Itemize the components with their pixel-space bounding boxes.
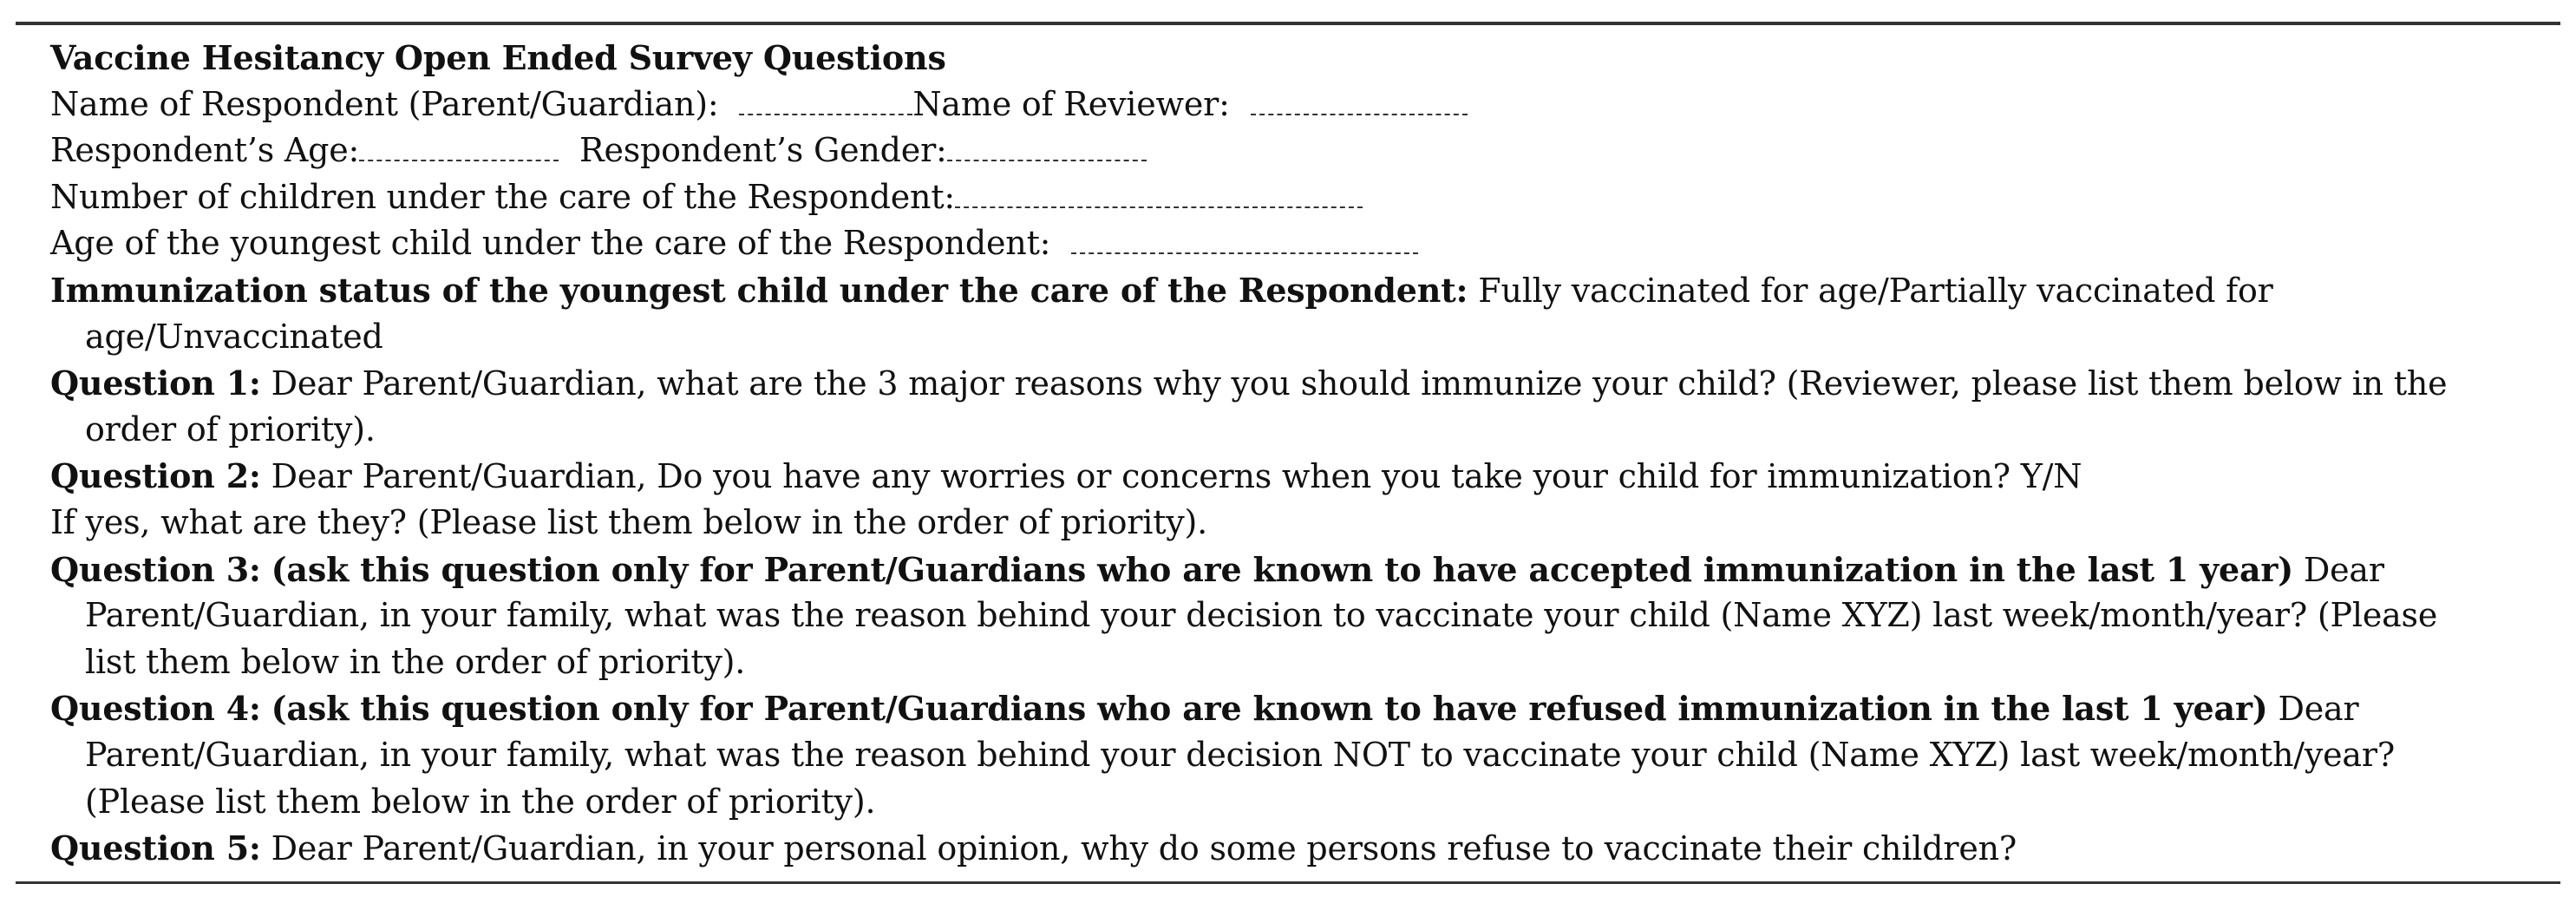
question-1-line-2: order of priority). [85,409,376,448]
question-2-line-1 [50,453,2548,500]
immunization-status-line-1 [50,267,2548,314]
children-count-field[interactable] [955,186,1363,208]
question-2-line-2: If yes, what are they? (Please list them below in the order of priority). [50,502,1208,541]
question-1-label: Question 1: [50,363,261,403]
question-3-label: Question 3: [50,549,261,589]
respondent-reviewer-line [50,82,2548,128]
question-2-text: Dear Parent/Guardian, Do you have any worries or concerns when you take your child for immunization? Y/N [271,457,2082,496]
bottom-rule [16,881,2560,884]
reviewer-name-label: Name of Reviewer: [912,84,1230,123]
page-title: Vaccine Hesitancy Open Ended Survey Questions [50,38,946,77]
question-4-line-2: Parent/Guardian, in your family, what was the reason behind your decision NOT to vaccinate your child (Name XYZ) last week/month/year? [85,735,2396,774]
question-5-label: Question 5: [50,828,261,868]
question-3-line-3: list them below in the order of priority). [85,642,746,681]
question-3-note: (ask this question only for Parent/Guardians who are known to have accepted immunization in the last 1 year) [271,549,2293,589]
question-1-text: Dear Parent/Guardian, what are the 3 major reasons why you should immunize your child? (Reviewer, please list them below in the [271,364,2448,403]
immunization-status-line-2: age/Unvaccinated [85,317,383,356]
question-4-text-start: Dear [2278,690,2359,729]
question-1-line-1 [50,360,2548,407]
youngest-age-line [50,220,2548,267]
question-3-text-start: Dear [2303,550,2384,589]
question-4-label: Question 4: [50,689,261,729]
question-4-line-3: (Please list them below in the order of priority). [85,782,876,821]
children-count-label: Number of children under the care of the Respondent: [50,177,955,216]
question-4-note: (ask this question only for Parent/Guardians who are known to have refused immunization in the last 1 year) [271,689,2268,729]
youngest-age-label: Age of the youngest child under the care of the Respondent: [50,224,1051,263]
reviewer-name-field[interactable] [1251,93,1468,115]
top-rule [16,22,2560,25]
question-5-text: Dear Parent/Guardian, in your personal opinion, why do some persons refuse to vaccinate their children? [271,829,2017,868]
youngest-age-field[interactable] [1071,232,1418,254]
respondent-name-label: Name of Respondent (Parent/Guardian): [50,84,719,123]
question-3-line-1 [50,547,2548,593]
respondent-gender-label: Respondent’s Gender: [579,131,947,170]
immunization-status-options: Fully vaccinated for age/Partially vaccinated for [1478,271,2273,310]
respondent-gender-field[interactable] [947,139,1147,161]
children-count-line [50,174,2548,221]
question-2-label: Question 2: [50,456,261,496]
question-4-line-1 [50,685,2548,732]
question-5-line-1 [50,825,2548,872]
respondent-age-label: Respondent’s Age: [50,131,360,170]
age-gender-line [50,128,2548,174]
question-3-line-2: Parent/Guardian, in your family, what was the reason behind your decision to vaccinate your child (Name XYZ) last week/month/year? (Please [85,596,2438,635]
respondent-age-field[interactable] [359,139,559,161]
respondent-name-field[interactable] [739,93,912,115]
immunization-status-label: Immunization status of the youngest child under the care of the Respondent: [50,270,1468,310]
survey-questions-table [50,35,2548,872]
